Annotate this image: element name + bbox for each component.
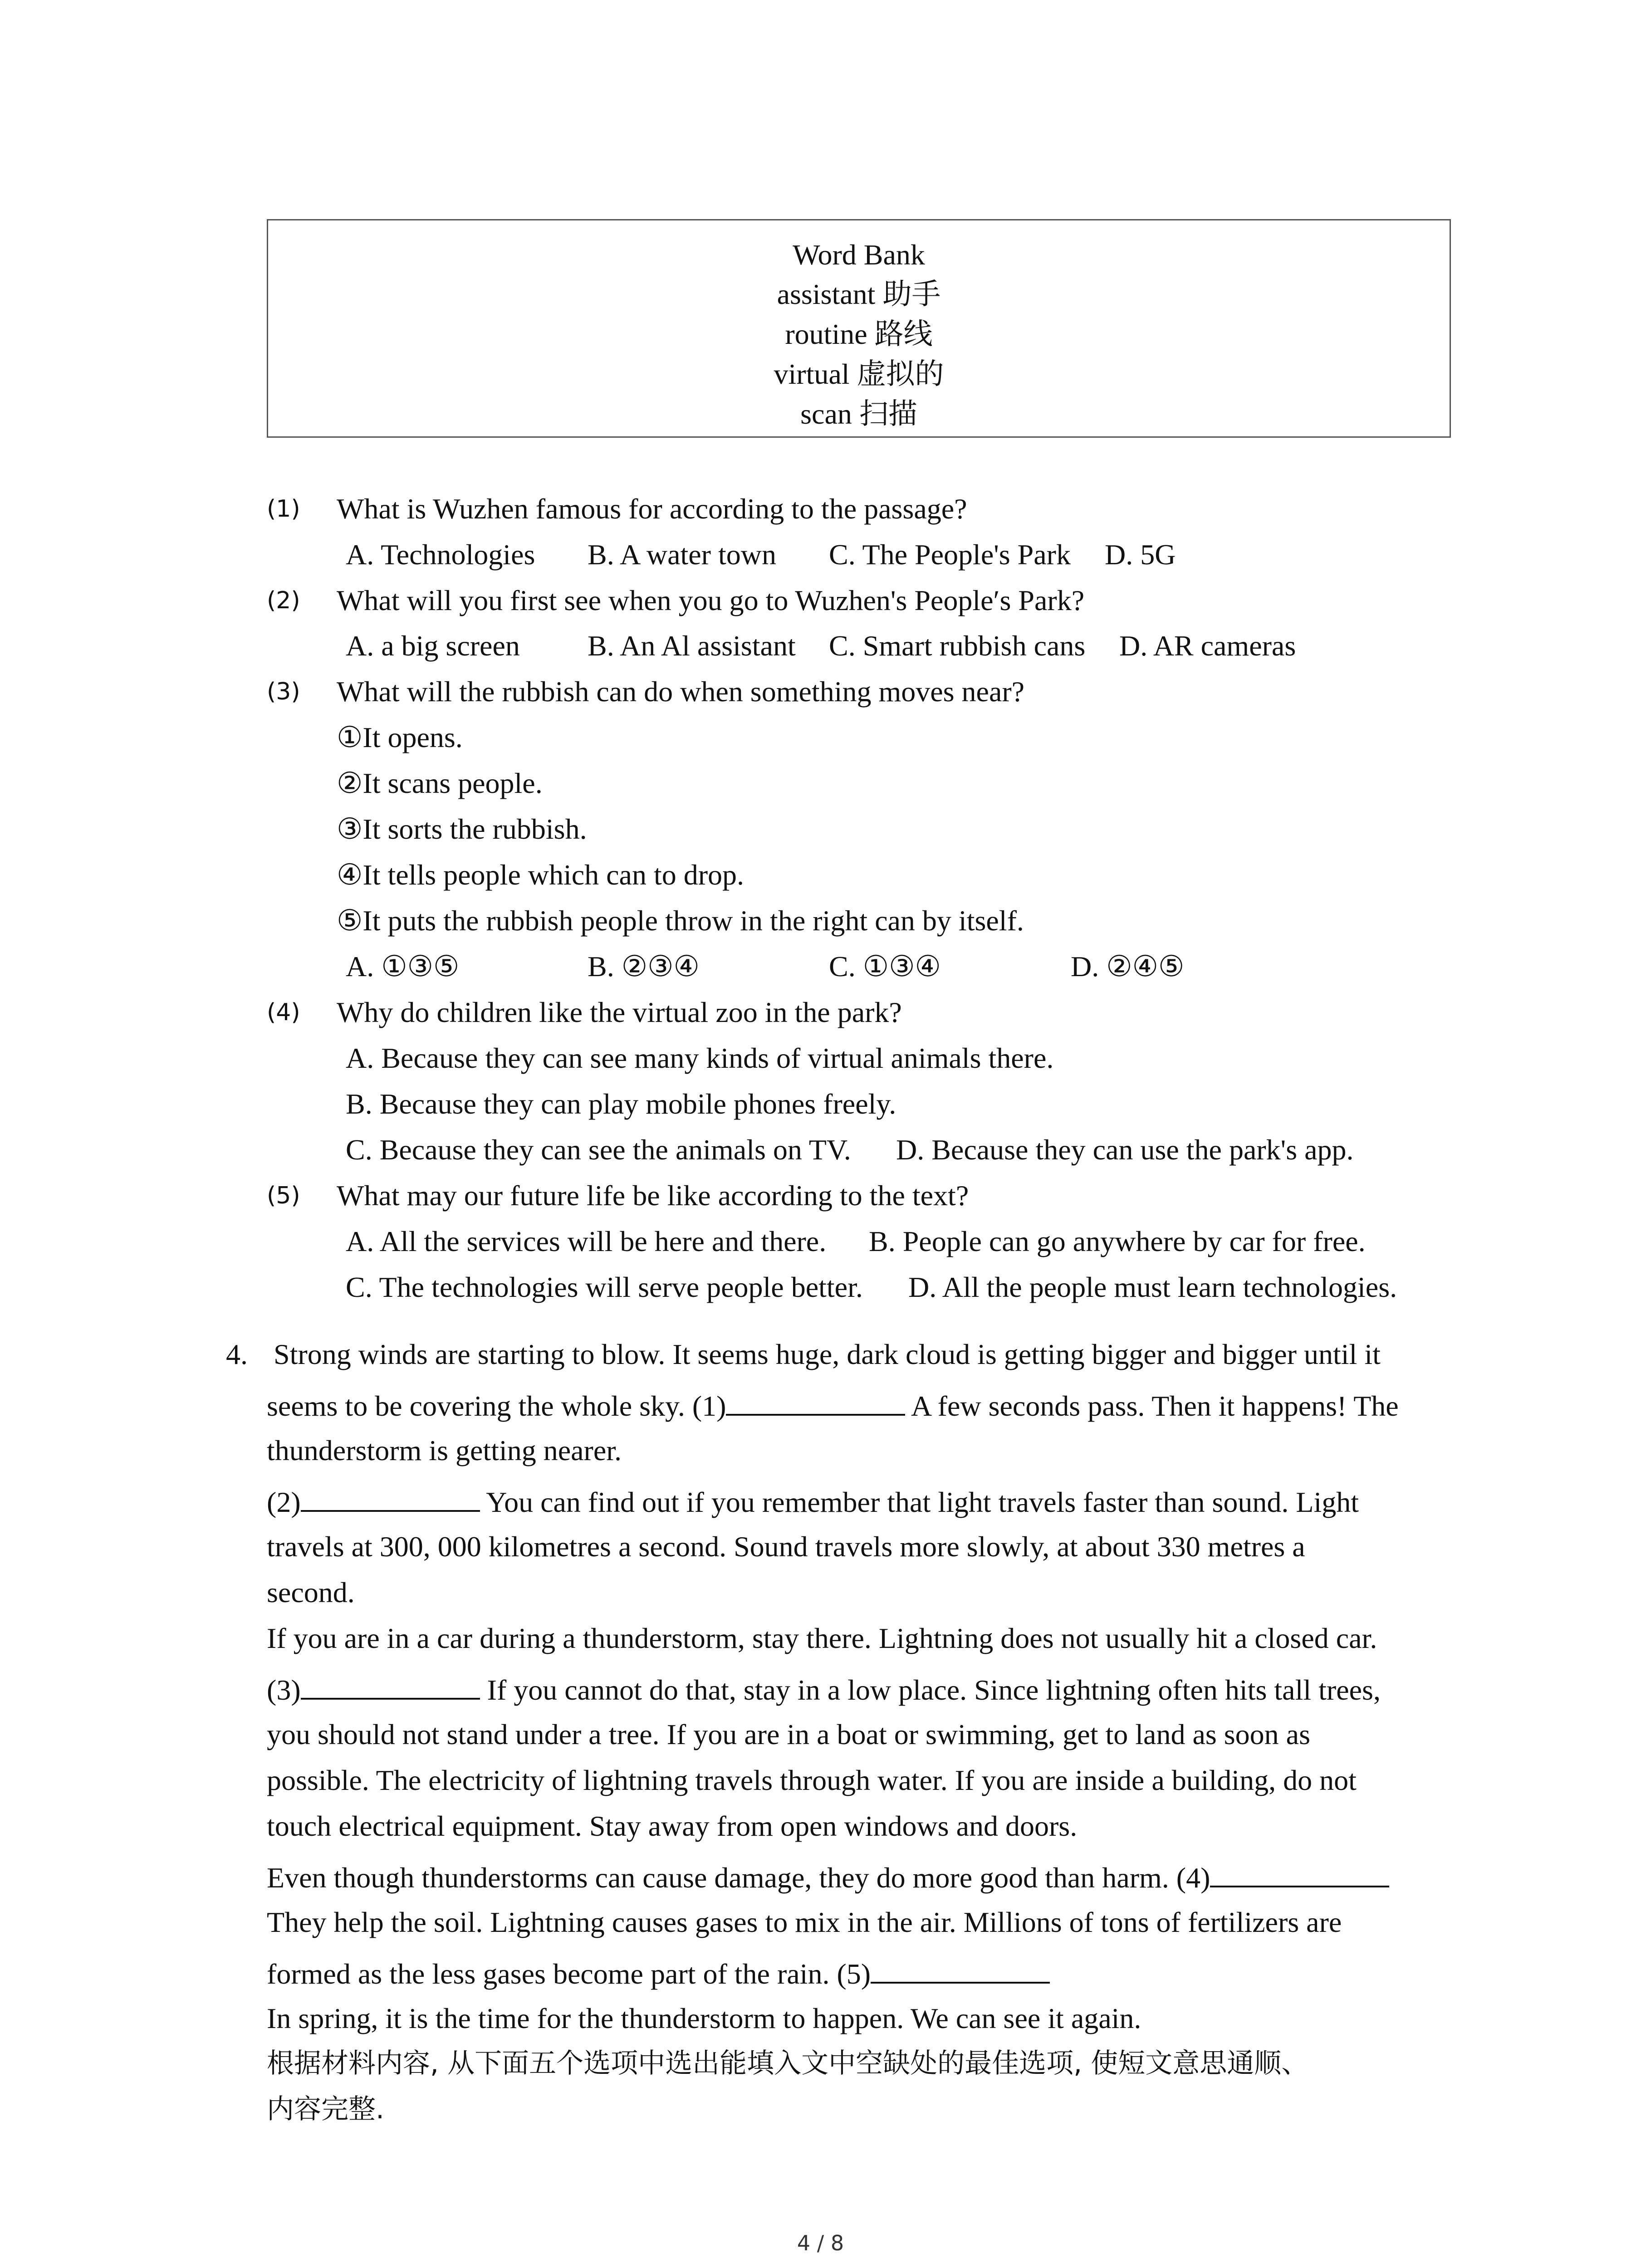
blank-5 <box>871 1958 1050 1984</box>
statement: ③It sorts the rubbish. <box>337 813 587 845</box>
option-a: A. ①③⑤ <box>346 950 460 982</box>
passage-line: (2) You can find out if you remember that light travels faster than sound. Light <box>267 1486 1359 1518</box>
question-text: What may our future life be like according to the text? <box>337 1179 969 1212</box>
word-bank-entry: scan 扫描 <box>800 397 917 431</box>
passage-line: touch electrical equipment. Stay away from open windows and doors. <box>267 1810 1078 1842</box>
option-c: C. Because they can see the animals on TV. <box>346 1134 851 1166</box>
instruction-line: 内容完整. <box>267 2093 385 2125</box>
question-number: (5) <box>267 1182 300 1209</box>
passage-line: travels at 300, 000 kilometres a second. Sound travels more slowly, at about 330 metres a <box>267 1530 1305 1563</box>
passage-line: They help the soil. Lightning causes gases to mix in the air. Millions of tons of fertilizers are <box>267 1906 1342 1938</box>
question-text: What is Wuzhen famous for according to the passage? <box>337 493 967 525</box>
blank-1 <box>726 1390 905 1416</box>
question-text: Why do children like the virtual zoo in the park? <box>337 996 902 1028</box>
passage-line: seems to be covering the whole sky. (1) A few seconds pass. Then it happens! The <box>267 1390 1399 1422</box>
option-c: C. Smart rubbish cans <box>829 630 1086 662</box>
statement: ④It tells people which can to drop. <box>337 859 745 891</box>
page-number: 4 / 8 <box>797 2231 844 2255</box>
word-bank-entry: assistant 助手 <box>777 278 941 311</box>
option-a: A. All the services will be here and there. <box>346 1225 827 1257</box>
passage-line: (3) If you cannot do that, stay in a low place. Since lightning often hits tall trees, <box>267 1674 1381 1706</box>
question-text: What will you first see when you go to Wuzhen's People′s Park? <box>337 584 1085 616</box>
option-d: D. Because they can use the park's app. <box>896 1134 1354 1166</box>
option-b: B. Because they can play mobile phones freely. <box>346 1088 896 1120</box>
question-number: (3) <box>267 678 300 705</box>
word-bank-entry: virtual 虚拟的 <box>774 357 944 391</box>
passage-line: In spring, it is the time for the thunderstorm to happen. We can see it again. <box>267 2002 1141 2034</box>
option-d: D. ②④⑤ <box>1071 950 1185 982</box>
blank-3 <box>301 1674 480 1700</box>
question-number: (2) <box>267 587 300 614</box>
option-c: C. ①③④ <box>829 950 941 982</box>
passage-line: If you are in a car during a thunderstorm, stay there. Lightning does not usually hit a closed car. <box>267 1622 1377 1654</box>
option-b: B. People can go anywhere by car for free. <box>869 1225 1366 1257</box>
option-c: C. The technologies will serve people better. <box>346 1271 863 1303</box>
word-bank-box <box>267 219 1451 438</box>
passage-line: thunderstorm is getting nearer. <box>267 1434 622 1466</box>
option-b: B. ②③④ <box>588 950 700 982</box>
option-b: B. An Al assistant <box>588 630 796 662</box>
passage-line: possible. The electricity of lightning travels through water. If you are inside a building, do not <box>267 1764 1357 1796</box>
passage-line: Strong winds are starting to blow. It seems huge, dark cloud is getting bigger and bigger until it <box>274 1338 1381 1370</box>
option-d: D. AR cameras <box>1119 630 1296 662</box>
passage-line: second. <box>267 1576 355 1608</box>
passage-line: formed as the less gases become part of the rain. (5) <box>267 1958 1050 1989</box>
option-a: A. Because they can see many kinds of virtual animals there. <box>346 1042 1054 1074</box>
option-a: A. a big screen <box>346 630 520 662</box>
option-d: D. All the people must learn technologies. <box>908 1271 1397 1303</box>
word-bank-entry: routine 路线 <box>785 318 933 351</box>
question-text: What will the rubbish can do when something moves near? <box>337 675 1025 708</box>
question-number: (4) <box>267 999 300 1026</box>
statement: ⑤It puts the rubbish people throw in the right can by itself. <box>337 904 1024 937</box>
passage-line: Even though thunderstorms can cause damage, they do more good than harm. (4) <box>267 1862 1389 1892</box>
blank-2 <box>301 1486 480 1512</box>
instruction-line: 根据材料内容, 从下面五个选项中选出能填入文中空缺处的最佳选项, 使短文意思通顺、 <box>267 2048 1309 2079</box>
option-d: D. 5G <box>1105 538 1176 571</box>
passage-number: 4. <box>226 1338 248 1370</box>
statement: ①It opens. <box>337 721 463 753</box>
option-c: C. The People's Park <box>829 538 1071 571</box>
passage-line: you should not stand under a tree. If you are in a boat or swimming, get to land as soon as <box>267 1718 1310 1750</box>
option-b: B. A water town <box>588 538 776 571</box>
blank-4 <box>1210 1862 1389 1887</box>
statement: ②It scans people. <box>337 767 543 799</box>
word-bank-title: Word Bank <box>793 239 925 271</box>
question-number: (1) <box>267 495 300 523</box>
option-a: A. Technologies <box>346 538 535 571</box>
